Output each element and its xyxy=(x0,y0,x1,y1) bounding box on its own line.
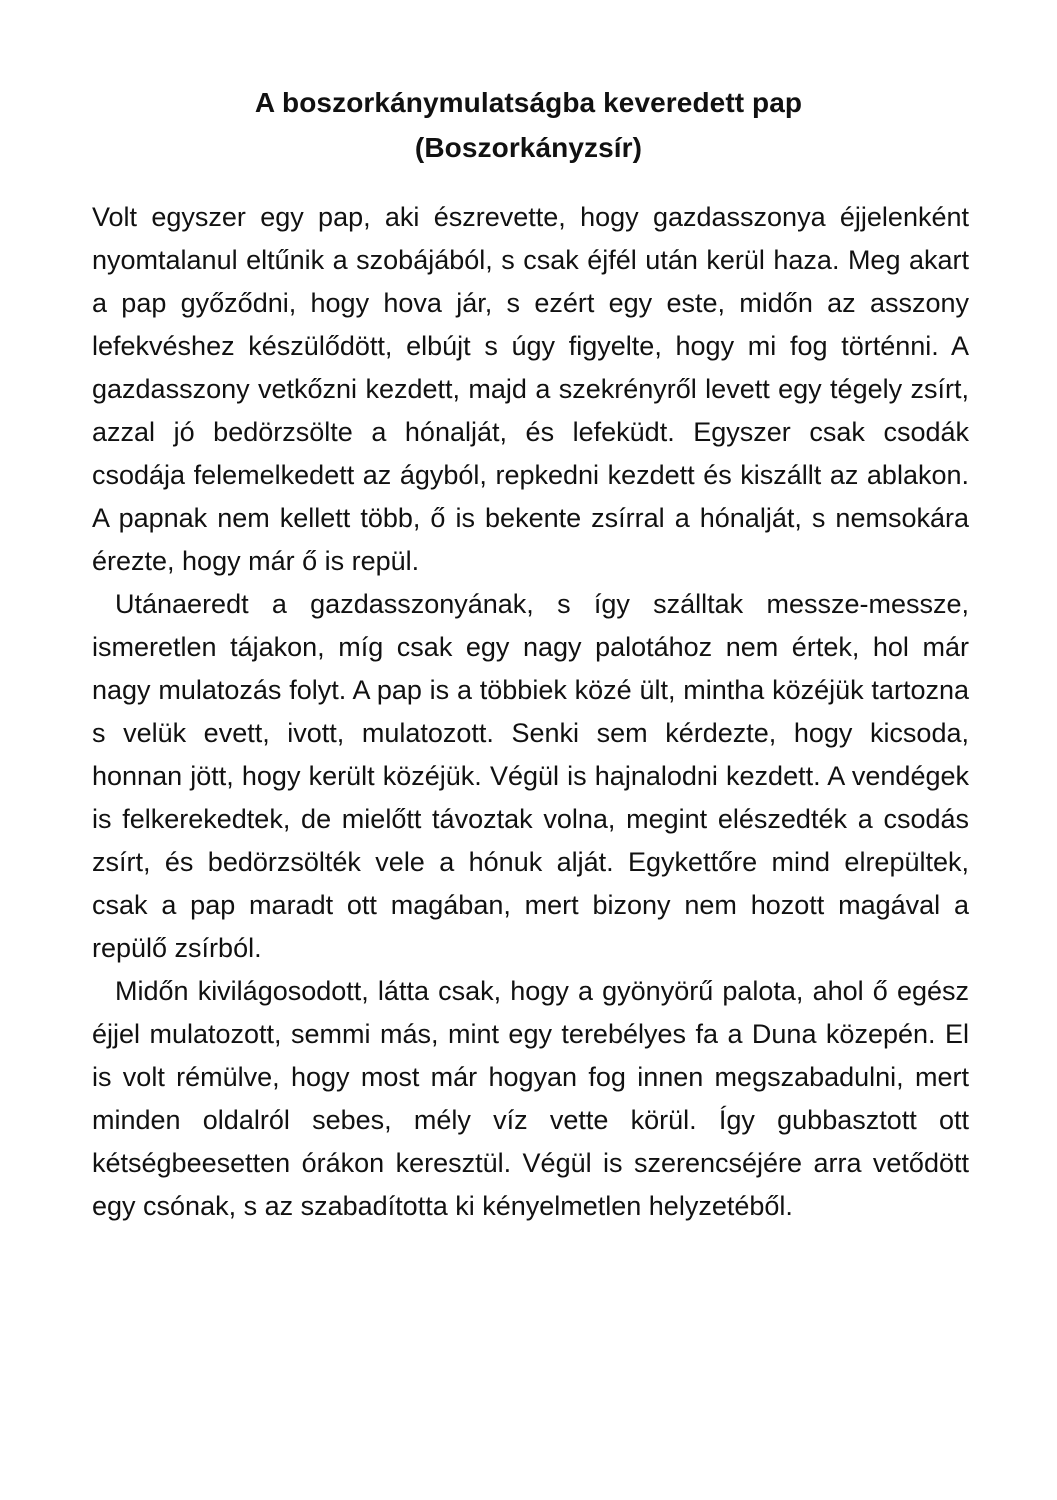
body-paragraph-1: Volt egyszer egy pap, aki észrevette, hogy gazdasszonya éjjelenként nyomtalanul eltűnik a szobájából, s csak éjfél után kerül haza. Meg akart a pap győződni, hogy hova jár, s ezért egy este, midőn az asszony lefekvéshez készülődött, elbújt s úgy figyelte, hogy mi fog történni. A gazdasszony vetkőzni kezdett, majd a szekrényről levett egy tégely zsírt, azzal jó bedörzsölte a hónalját, és lefeküdt. Egyszer csak csodák csodája felemelkedett az ágyból, repkedni kezdett és kiszállt az ablakon. A papnak nem kellett több, ő is bekente zsírral a hónalját, s nemsokára érezte, hogy már ő is repül. xyxy=(92,202,969,576)
document-body xyxy=(92,196,969,1228)
page-title: A boszorkánymulatságba keveredett pap xyxy=(254,87,803,118)
body-paragraph-3: Midőn kivilágosodott, látta csak, hogy a gyönyörű palota, ahol ő egész éjjel mulatozott, semmi más, mint egy terebélyes fa a Duna közepén. El is volt rémülve, hogy most már hogyan fog innen megszabadulni, mert minden oldalról sebes, mély víz vette körül. Így gubbasztott ott kétségbeesetten órákon keresztül. Végül is szerencséjére arra vetődött egy csónak, s az szabadította ki kényelmetlen helyzetéből. xyxy=(92,976,969,1221)
page-subtitle: (Boszorkányzsír) xyxy=(414,132,643,163)
document-title-block xyxy=(0,80,1057,170)
body-paragraph-2: Utánaeredt a gazdasszonyának, s így szálltak messze-messze, ismeretlen tájakon, míg csak egy nagy palotához nem értek, hol már nagy mulatozás folyt. A pap is a többiek közé ült, mintha közéjük tartozna s velük evett, ivott, mulatozott. Senki sem kérdezte, hogy kicsoda, honnan jött, hogy került közéjük. Végül is hajnalodni kezdett. A vendégek is felkerekedtek, de mielőtt távoztak volna, megint elészedték a csodás zsírt, és bedörzsölték vele a hónuk alját. Egykettőre mind elrepültek, csak a pap maradt ott magában, mert bizony nem hozott magával a repülő zsírból. xyxy=(92,589,969,963)
